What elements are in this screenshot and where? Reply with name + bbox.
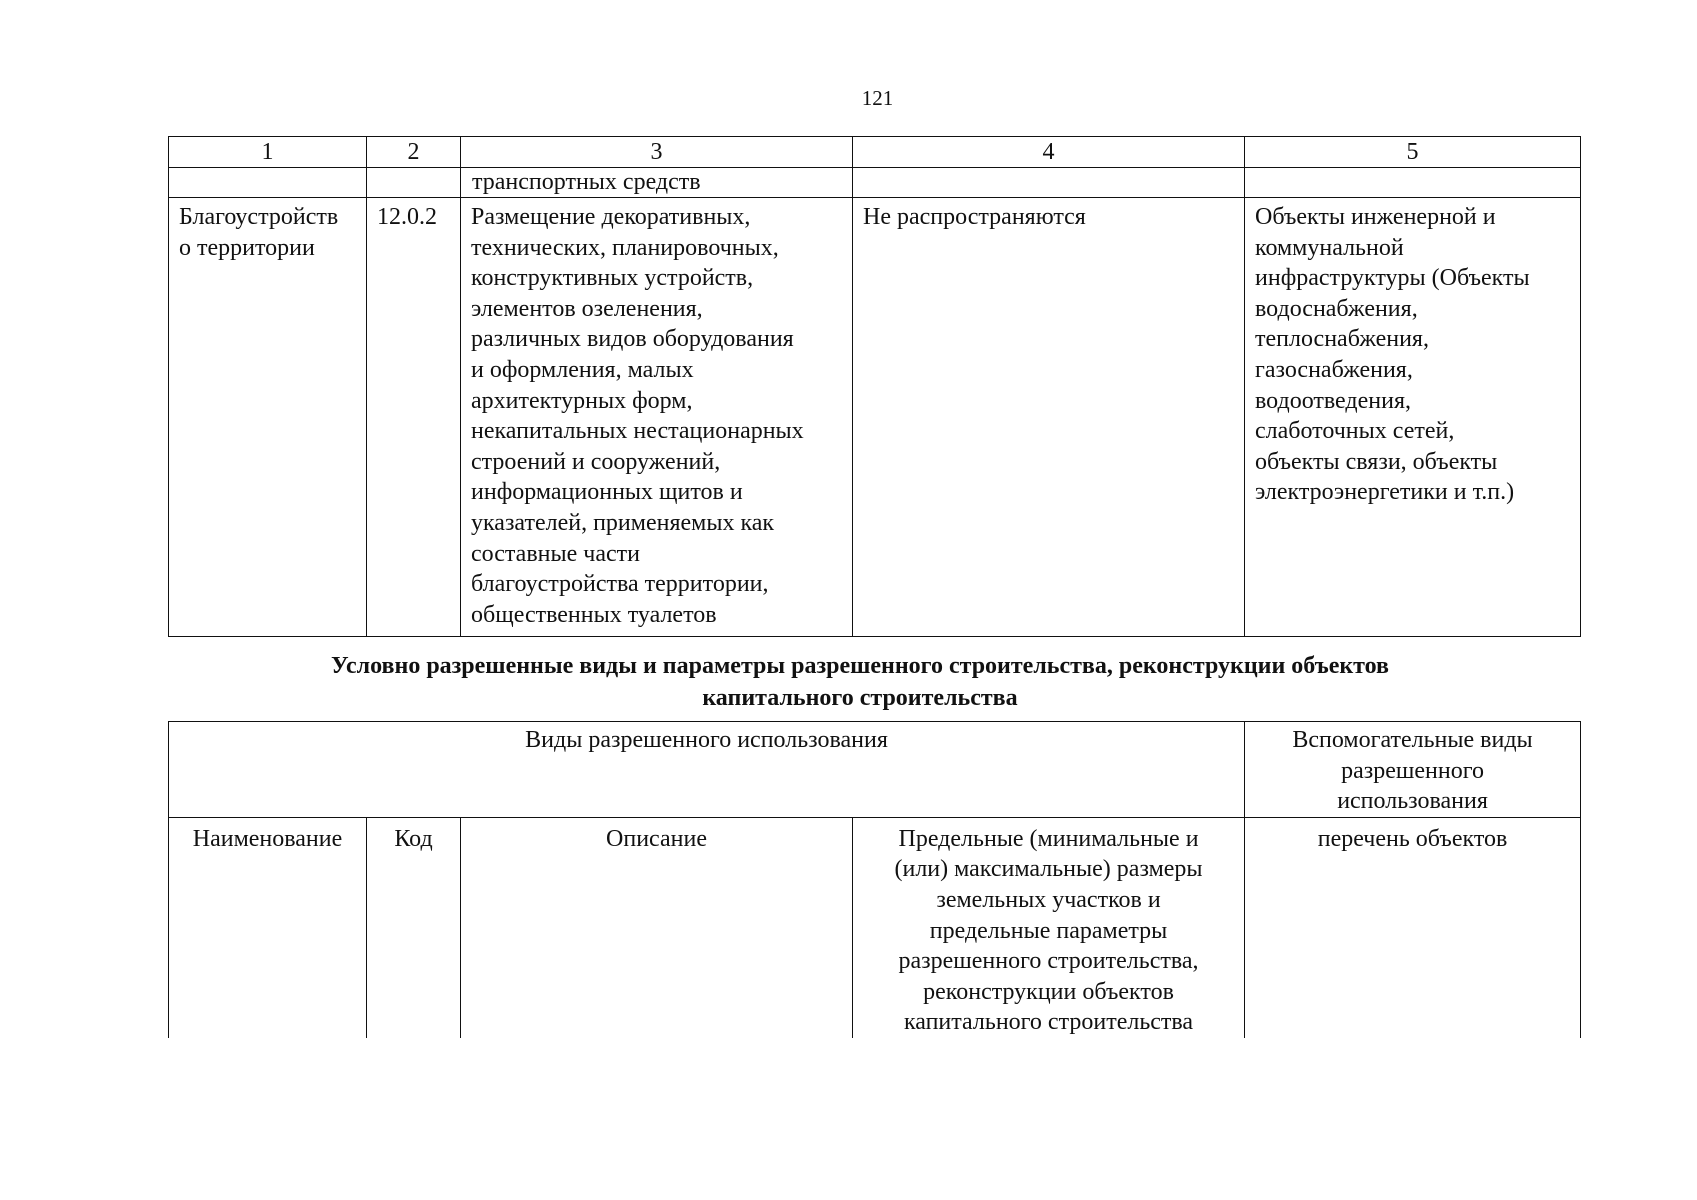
column-header-name: Наименование — [169, 817, 367, 1038]
page-number: 121 — [861, 86, 894, 110]
parameters-cell: Не распространяются — [853, 198, 1245, 637]
permitted-uses-table-continued — [168, 136, 1581, 637]
column-number-2: 2 — [367, 137, 461, 168]
column-number-4: 4 — [853, 137, 1245, 168]
permitted-uses-group-header: Виды разрешенного использования — [169, 722, 1245, 818]
group-header-row — [169, 722, 1581, 818]
continuation-row — [169, 168, 1581, 198]
column-number-5: 5 — [1245, 137, 1581, 168]
auxiliary-uses-cell: Объекты инженерной и коммунальной инфраструктуры (Объекты водоснабжения, теплоснабжения, газоснабжения, водоотведения, слаботочных сетей, объекты связи, объекты электроэнергетики и т.п.) — [1245, 198, 1581, 637]
conditional-uses-table — [168, 721, 1581, 1038]
table-cell — [853, 168, 1245, 198]
column-header-parameters: Предельные (минимальные и (или) максимальные) размеры земельных участков и предельные параметры разрешенного строительства, реконструкции объектов капитального строительства — [853, 817, 1245, 1038]
table-cell — [169, 168, 367, 198]
continued-description-text: транспортных средств — [472, 169, 701, 195]
column-header-description: Описание — [461, 817, 853, 1038]
section-title: Условно разрешенные виды и параметры разрешенного строительства, реконструкции объектов капитального строительства — [330, 653, 1390, 711]
table-cell — [461, 168, 853, 198]
use-description-cell: Размещение декоративных, технических, планировочных, конструктивных устройств, элементов озеленения, различных видов оборудования и оформления, малых архитектурных форм, некапитальных нестационарных строений и сооружений, информационных щитов и указателей, применяемых как составные части благоустройства территории, общественных туалетов — [461, 198, 853, 637]
table-cell — [1245, 168, 1581, 198]
column-header-row — [169, 817, 1581, 1038]
table-cell — [367, 168, 461, 198]
column-number-row — [169, 137, 1581, 168]
auxiliary-uses-group-header: Вспомогательные виды разрешенного использования — [1245, 722, 1581, 818]
column-number-3: 3 — [461, 137, 853, 168]
column-header-objects: перечень объектов — [1245, 817, 1581, 1038]
column-header-code: Код — [367, 817, 461, 1038]
use-name-cell: Благоустройств о территории — [169, 198, 367, 637]
table-row — [169, 198, 1581, 637]
use-code-cell: 12.0.2 — [367, 198, 461, 637]
column-number-1: 1 — [169, 137, 367, 168]
